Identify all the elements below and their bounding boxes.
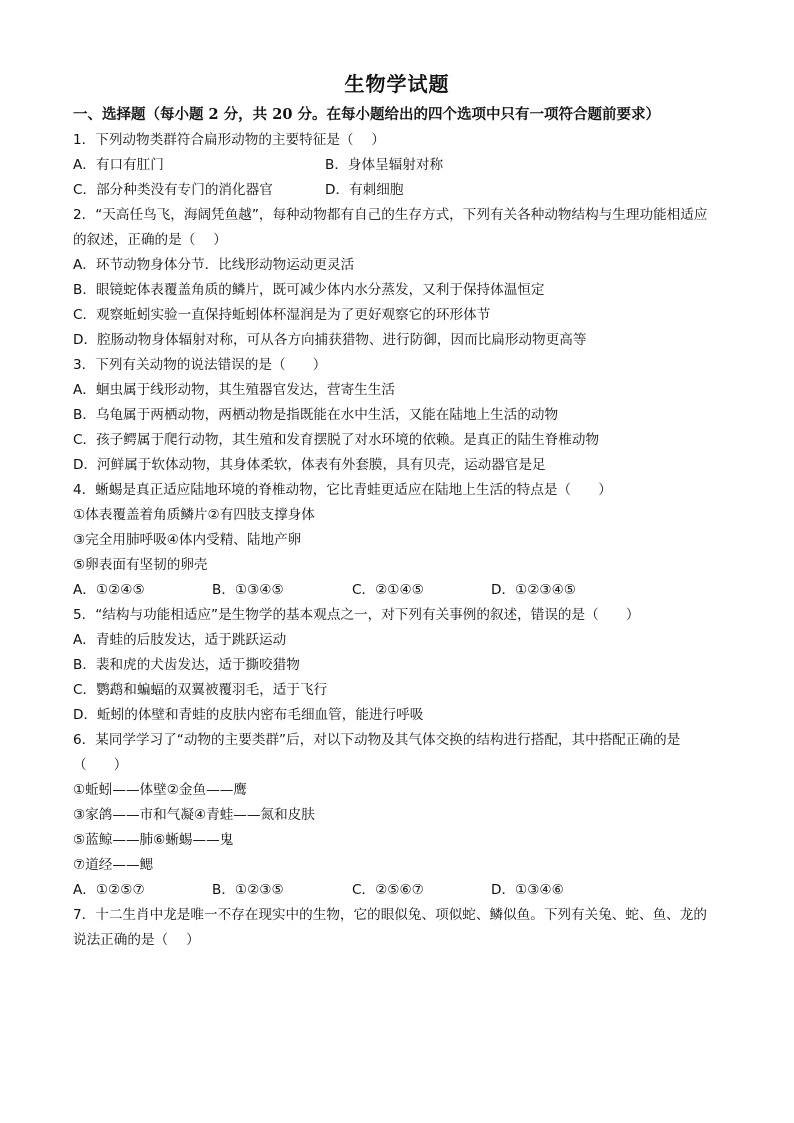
question-4-option-b: B．①③④⑤	[212, 582, 284, 598]
question-5-option-d: D．蚯蚓的体壁和青蛙的皮肤内密布毛细血管，能进行呼吸	[73, 707, 424, 723]
question-6-option-d: D．①③④⑥	[491, 882, 564, 898]
question-2-stem-cont: 的叙述，正确的是（ ）	[73, 232, 227, 248]
question-5-stem: 5．“结构与功能相适应”是生物学的基本观点之一，对下列有关事例的叙述，错误的是（ ）	[73, 607, 640, 623]
page-title: 生物学试题	[344, 72, 450, 96]
question-1-option-a: A．有口有肛门	[73, 157, 164, 173]
question-7-stem-cont: 说法正确的是（ ）	[73, 932, 200, 948]
question-6-option-b: B．①②③⑤	[212, 882, 284, 898]
question-5-option-b: B．裴和虎的犬齿发达，适于撕咬猎物	[73, 657, 300, 673]
question-6-stem-cont: （ ）	[73, 757, 128, 773]
question-5-option-a: A．青蛙的后肢发达，适于跳跃运动	[73, 632, 287, 648]
question-2-option-a: A．环节动物身体分节．比线形动物运动更灵活	[73, 257, 355, 273]
question-3-option-d: D．河鲜属于软体动物，其身体柔软，体表有外套膜，具有贝壳，运动器官是足	[73, 457, 546, 473]
question-1-option-d: D．有刺细胞	[325, 182, 404, 198]
question-2-option-c: C．观察蚯蚓实验一直保持蚯蚓体杯湿润是为了更好观察它的环形体节	[73, 307, 491, 323]
question-4-item: ①体表覆盖着角质鳞片②有四肢支撑身体	[73, 507, 315, 523]
question-6-option-c: C．②⑤⑥⑦	[352, 882, 424, 898]
question-6-option-a: A．①②⑤⑦	[73, 882, 145, 898]
question-5-option-c: C．鹦鹉和蝙蝠的双翼被覆羽毛，适于飞行	[73, 682, 328, 698]
question-1-option-b: B．身体呈辐射对称	[325, 157, 444, 173]
question-2-option-d: D．腔肠动物身体辐射对称，可从各方向捕获猎物、进行防御，因而比扁形动物更高等	[73, 332, 587, 348]
question-1-stem: 1．下列动物类群符合扁形动物的主要特征是（ ）	[73, 132, 386, 148]
question-4-option-c: C．②①④⑤	[352, 582, 424, 598]
question-4-stem: 4．蜥蜴是真正适应陆地环境的脊椎动物，它比青蛙更适应在陆地上生活的特点是（ ）	[73, 482, 612, 498]
question-4-item: ⑤卵表面有坚韧的卵壳	[73, 557, 208, 573]
question-3-option-c: C．孩子鳄属于爬行动物，其生殖和发育摆脱了对水环境的依赖。是真正的陆生脊椎动物	[73, 432, 600, 448]
question-1-option-c: C．部分种类没有专门的消化器官	[73, 182, 273, 198]
question-4-option-d: D．①②③④⑤	[491, 582, 576, 598]
question-2-stem: 2．“天高任鸟飞，海阔凭鱼越”，每种动物都有自己的生存方式，下列有关各种动物结构与生理功能相适应	[73, 207, 708, 223]
question-6-item: ①蚯蚓——体壁②金鱼——鹰	[73, 782, 247, 798]
question-6-stem: 6．某同学学习了“动物的主要类群”后，对以下动物及其气体交换的结构进行搭配，其中搭配正确的是	[73, 732, 681, 748]
question-3-option-a: A．蛔虫属于线形动物，其生殖器官发达，营寄生生活	[73, 382, 395, 398]
question-4-option-a: A．①②④⑤	[73, 582, 145, 598]
question-6-item: ⑤蓝鲸——肺⑥蜥蜴——鬼	[73, 832, 234, 848]
question-2-option-b: B．眼镜蛇体表覆盖角质的鳞片，既可减少体内水分蒸发，又利于保持体温恒定	[73, 282, 545, 298]
section-heading: 一、选择题（每小题 2 分，共 20 分。在每小题给出的四个选项中只有一项符合题前要求）	[73, 106, 660, 123]
question-3-option-b: B．乌龟属于两栖动物，两栖动物是指既能在水中生活，又能在陆地上生活的动物	[73, 407, 559, 423]
question-3-stem: 3．下列有关动物的说法错误的是（ ）	[73, 357, 327, 373]
question-6-item: ⑦道经——鳃	[73, 857, 154, 873]
question-7-stem: 7．十二生肖中龙是唯一不存在现实中的生物，它的眼似兔、项似蛇、鳞似鱼。下列有关兔、蛇、鱼、龙的	[73, 907, 707, 923]
question-6-item: ③家鸽——市和气凝④青蛙——氮和皮肤	[73, 807, 315, 823]
question-4-item: ③完全用肺呼吸④体内受精、陆地产卵	[73, 532, 302, 548]
